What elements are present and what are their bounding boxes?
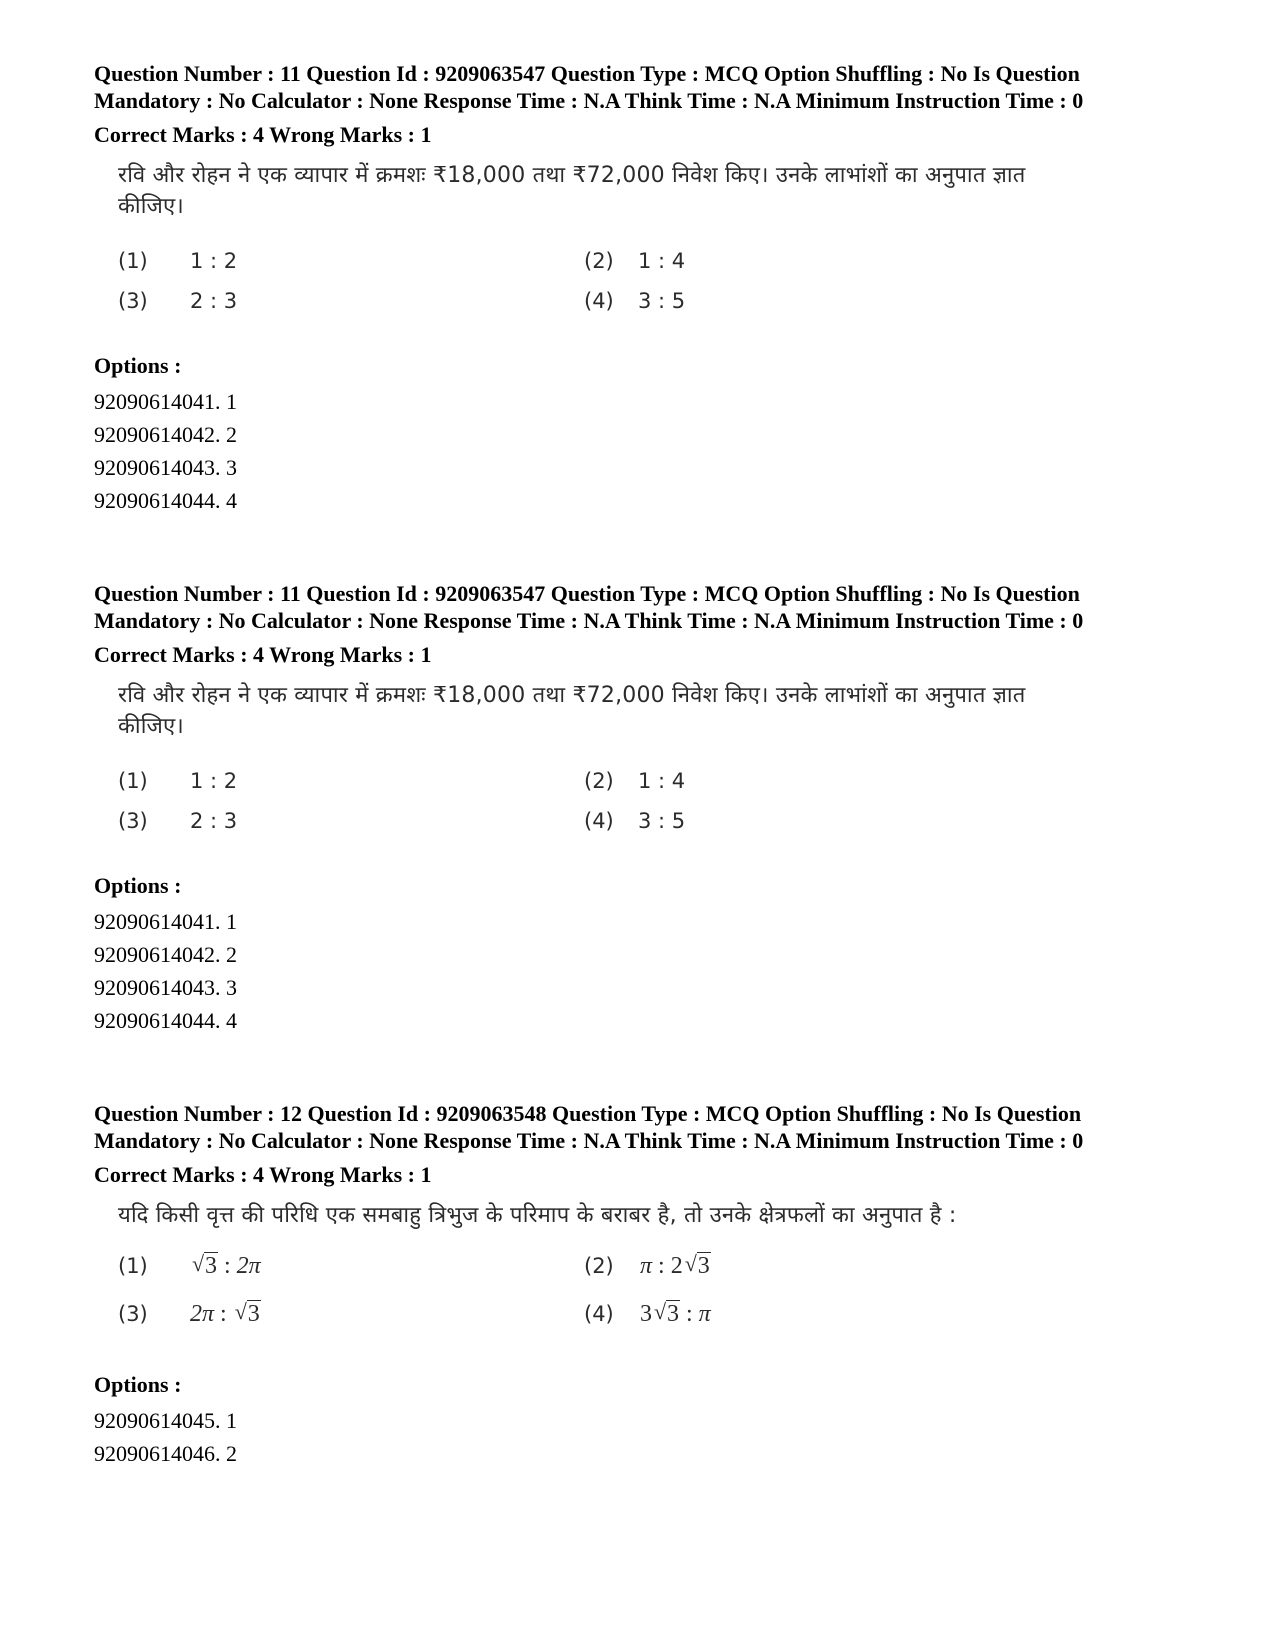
option-id: 92090614042. 2 <box>94 422 237 447</box>
choice-number: (1) <box>118 1254 148 1278</box>
choice-number: (2) <box>584 249 614 273</box>
option-id: 92090614044. 4 <box>94 488 237 513</box>
options-list <box>94 905 1194 1037</box>
question-body <box>118 680 1078 850</box>
choice-grid <box>118 768 1078 850</box>
options-list <box>94 385 1194 517</box>
question-marks: Correct Marks : 4 Wrong Marks : 1 <box>94 1162 432 1187</box>
choice-number: (4) <box>584 289 614 313</box>
sqrt-symbol: √ 3 <box>654 1301 680 1327</box>
choice-number: (2) <box>584 1254 614 1278</box>
choice-grid <box>118 248 1078 330</box>
choice-4 <box>584 1301 711 1327</box>
choice-number: (4) <box>584 1302 614 1326</box>
options-heading: Options : <box>94 1372 182 1397</box>
choice-number: (4) <box>584 809 614 833</box>
choice-value: 2 : 3 <box>190 289 238 313</box>
choice-number: (1) <box>118 249 148 273</box>
question-body <box>118 1200 1078 1349</box>
question-body <box>118 160 1078 330</box>
option-id: 92090614045. 1 <box>94 1408 237 1433</box>
choice-1 <box>118 248 237 274</box>
option-id: 92090614043. 3 <box>94 975 237 1000</box>
option-id: 92090614046. 2 <box>94 1441 237 1466</box>
choice-value: 1 : 4 <box>638 249 686 273</box>
choice-2 <box>584 1253 711 1279</box>
question-meta: Question Number : 11 Question Id : 9209063547 Question Type : MCQ Option Shuffling : No Is Question Mandatory : No Calculator : None Response Time : N.A Think Time : N.A Minimum Instruction Time : 0 <box>94 581 1084 633</box>
sqrt-symbol: √ 3 <box>685 1253 711 1279</box>
question-text: यदि किसी वृत्त की परिधि एक समबाहु त्रिभुज के परिमाप के बराबर है, तो उनके क्षेत्रफलों का अनुपात है : <box>118 1203 957 1228</box>
question-meta: Question Number : 11 Question Id : 9209063547 Question Type : MCQ Option Shuffling : No Is Question Mandatory : No Calculator : None Response Time : N.A Think Time : N.A Minimum Instruction Time : 0 <box>94 61 1084 113</box>
choice-3 <box>118 288 237 314</box>
option-id: 92090614041. 1 <box>94 909 237 934</box>
choice-value: π : 2√ 3 <box>640 1253 711 1279</box>
choice-value: 2 : 3 <box>190 809 238 833</box>
choice-value: 1 : 2 <box>190 249 238 273</box>
choice-1 <box>118 1253 261 1279</box>
choice-number: (3) <box>118 1302 148 1326</box>
choice-value: 3√ 3 : π <box>640 1301 711 1327</box>
choice-3 <box>118 1301 261 1327</box>
option-id: 92090614044. 4 <box>94 1008 237 1033</box>
choice-2 <box>584 248 685 274</box>
sqrt-symbol: √ 3 <box>192 1253 218 1279</box>
option-id: 92090614043. 3 <box>94 455 237 480</box>
option-id: 92090614042. 2 <box>94 942 237 967</box>
choice-1 <box>118 768 237 794</box>
option-id: 92090614041. 1 <box>94 389 237 414</box>
question-meta: Question Number : 12 Question Id : 9209063548 Question Type : MCQ Option Shuffling : No Is Question Mandatory : No Calculator : None Response Time : N.A Think Time : N.A Minimum Instruction Time : 0 <box>94 1101 1084 1153</box>
choice-number: (1) <box>118 769 148 793</box>
choice-value: √ 3 : 2π <box>190 1253 261 1279</box>
sqrt-symbol: √ 3 <box>235 1301 261 1327</box>
choice-value: 3 : 5 <box>638 289 686 313</box>
choice-number: (3) <box>118 809 148 833</box>
choice-3 <box>118 808 237 834</box>
choice-value: 1 : 2 <box>190 769 238 793</box>
question-text: रवि और रोहन ने एक व्यापार में क्रमशः ₹18,000 तथा ₹72,000 निवेश किए। उनके लाभांशों का अनुपात ज्ञात कीजिए। <box>118 163 1026 219</box>
choice-value: 1 : 4 <box>638 769 686 793</box>
question-block <box>94 60 1194 517</box>
choice-2 <box>584 768 685 794</box>
choice-number: (3) <box>118 289 148 313</box>
choice-value: 2π : √ 3 <box>190 1301 261 1327</box>
question-marks: Correct Marks : 4 Wrong Marks : 1 <box>94 122 432 147</box>
question-text: रवि और रोहन ने एक व्यापार में क्रमशः ₹18,000 तथा ₹72,000 निवेश किए। उनके लाभांशों का अनुपात ज्ञात कीजिए। <box>118 683 1026 739</box>
question-block <box>94 580 1194 1037</box>
question-block <box>94 1100 1194 1470</box>
options-heading: Options : <box>94 873 182 898</box>
choice-value: 3 : 5 <box>638 809 686 833</box>
choice-4 <box>584 808 685 834</box>
choice-number: (2) <box>584 769 614 793</box>
choice-grid <box>118 1253 1078 1349</box>
question-marks: Correct Marks : 4 Wrong Marks : 1 <box>94 642 432 667</box>
choice-4 <box>584 288 685 314</box>
options-heading: Options : <box>94 353 182 378</box>
options-list <box>94 1404 1194 1470</box>
